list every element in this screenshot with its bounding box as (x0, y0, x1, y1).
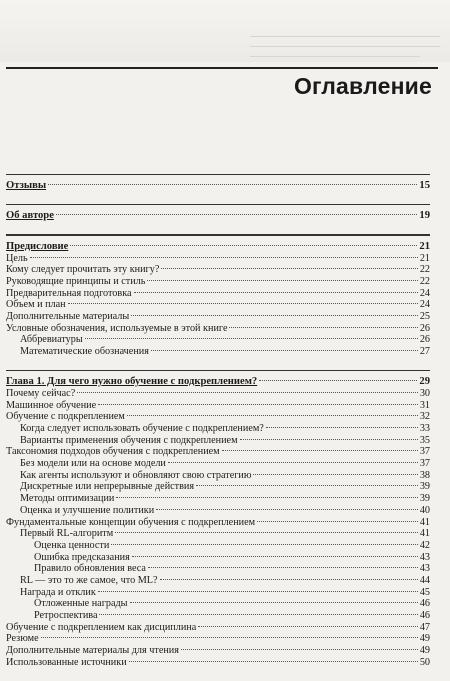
dot-leader (160, 579, 418, 580)
toc-entry-title: Ретроспектива (34, 610, 98, 621)
toc-entry[interactable] (6, 388, 430, 400)
toc-entry-title: Машинное обучение (6, 399, 97, 411)
toc-entry[interactable] (6, 411, 430, 423)
toc-entry[interactable] (6, 446, 430, 458)
dot-leader (115, 532, 418, 533)
toc-entry-title: Кому следует прочитать эту книгу? (6, 264, 160, 276)
dot-leader (168, 462, 418, 463)
bleed-through-line (250, 56, 420, 57)
dot-leader (98, 591, 418, 592)
toc-entry[interactable] (6, 575, 430, 587)
toc-page-number: 44 (419, 574, 430, 586)
toc-entry-title: Руководящие принципы и стиль (6, 275, 146, 287)
toc-entry-title: Правило обновления веса (34, 563, 146, 575)
toc-entry[interactable] (6, 552, 430, 564)
toc-entry[interactable] (6, 346, 430, 358)
dot-leader (266, 427, 418, 428)
toc-heading-entry[interactable] (6, 209, 430, 222)
toc-entry-title: Обучение с подкреплением как дисциплина (6, 621, 197, 633)
toc-entry[interactable] (6, 334, 430, 346)
toc-entry[interactable] (6, 481, 430, 493)
toc-entry[interactable] (6, 458, 430, 470)
toc-section (6, 204, 430, 222)
toc-section (6, 234, 430, 357)
toc-entry[interactable] (6, 264, 430, 276)
toc-entry-title: Предисловие (6, 240, 69, 252)
dot-leader (240, 439, 418, 440)
toc-page-number: 38 (419, 469, 430, 481)
toc-page-number: 21 (419, 240, 430, 252)
toc-entry-title: Использованные источники (6, 656, 127, 668)
toc-entry-title: Дополнительные материалы (6, 311, 130, 322)
toc-page-number: 24 (419, 299, 430, 311)
toc-entry[interactable] (6, 505, 430, 517)
toc-page-number: 21 (419, 252, 430, 264)
dot-leader (70, 245, 417, 246)
toc-entry-title: Без модели или на основе модели (20, 458, 166, 470)
toc-page-number: 33 (419, 423, 430, 434)
dot-leader (257, 521, 418, 522)
toc-page-number: 40 (419, 504, 430, 516)
toc-entry-title: Ошибка предсказания (34, 551, 130, 563)
toc-page-number: 30 (419, 387, 430, 399)
toc-page-number: 27 (419, 346, 430, 358)
toc-entry-title: Оценка ценности (34, 539, 110, 551)
dot-leader (56, 214, 418, 215)
toc-page-number: 42 (419, 539, 430, 551)
dot-leader (116, 497, 417, 498)
dot-leader (99, 614, 417, 615)
dot-leader (161, 268, 417, 269)
toc-entry-title: Дискретные или непрерывные действия (20, 481, 195, 493)
toc-entry-title: Как агенты используют и обновляют свою стратегию (20, 469, 252, 481)
toc-entry[interactable] (6, 645, 430, 657)
toc-entry[interactable] (6, 517, 430, 529)
toc-entry[interactable] (6, 299, 430, 311)
toc-heading-entry[interactable] (6, 179, 430, 192)
toc-page-number: 43 (419, 551, 430, 563)
toc-page-number: 32 (419, 411, 430, 423)
toc-page-number: 26 (419, 322, 430, 334)
toc-page-number: 39 (419, 481, 430, 493)
dot-leader (222, 450, 418, 451)
toc-page-number: 46 (419, 610, 430, 621)
table-of-contents (6, 174, 430, 668)
toc-entry[interactable] (6, 587, 430, 599)
dot-leader (181, 649, 418, 650)
toc-entry-title: Обучение с подкреплением (6, 411, 125, 423)
dot-leader (156, 509, 418, 510)
toc-page-number: 46 (419, 598, 430, 610)
dot-leader (131, 315, 418, 316)
toc-entry[interactable] (6, 276, 430, 288)
toc-entry[interactable] (6, 540, 430, 552)
toc-page-number: 22 (419, 264, 430, 276)
toc-page-number: 22 (419, 275, 430, 287)
toc-page-number: 45 (419, 586, 430, 598)
toc-page-number: 25 (419, 311, 430, 322)
dot-leader (134, 292, 418, 293)
toc-entry-title: Оценка и улучшение политики (20, 504, 155, 516)
dot-leader (129, 661, 418, 662)
toc-page-number: 31 (419, 399, 430, 411)
dot-leader (198, 626, 418, 627)
dot-leader (85, 338, 418, 339)
toc-entry-title: Резюме (6, 633, 39, 645)
toc-page-number: 37 (419, 458, 430, 470)
toc-entry-title: Фундаментальные концепции обучения с подкреплением (6, 516, 256, 528)
section-divider (6, 204, 430, 205)
toc-entry-title: Математические обозначения (20, 346, 149, 358)
toc-entry[interactable] (6, 435, 430, 447)
toc-heading-entry[interactable] (6, 375, 430, 388)
dot-leader (48, 184, 417, 185)
toc-page-number: 43 (419, 563, 430, 575)
toc-entry[interactable] (6, 311, 430, 323)
toc-entry[interactable] (6, 633, 430, 645)
toc-entry-title: Глава 1. Для чего нужно обучение с подкреплением? (6, 375, 258, 387)
bleed-through-line (250, 36, 440, 37)
toc-entry[interactable] (6, 400, 430, 412)
toc-entry[interactable] (6, 610, 430, 622)
dot-leader (30, 257, 418, 258)
toc-page-number: 15 (419, 180, 430, 192)
toc-entry[interactable] (6, 563, 430, 575)
toc-entry-title: Отложенные награды (34, 598, 128, 610)
toc-entry[interactable] (6, 598, 430, 610)
toc-entry-title: Когда следует использовать обучение с подкреплением? (20, 423, 264, 434)
toc-page-number: 49 (419, 645, 430, 657)
toc-page-number: 41 (419, 516, 430, 528)
section-divider (6, 370, 430, 371)
dot-leader (196, 485, 418, 486)
toc-entry[interactable] (6, 323, 430, 335)
toc-page-number: 41 (419, 528, 430, 540)
toc-page-number: 39 (419, 493, 430, 505)
toc-entry-title: Об авторе (6, 210, 54, 222)
bleed-through-area (0, 0, 450, 62)
toc-entry[interactable] (6, 288, 430, 300)
dot-leader (229, 327, 417, 328)
dot-leader (98, 404, 418, 405)
dot-leader (130, 602, 418, 603)
dot-leader (132, 556, 418, 557)
toc-entry[interactable] (6, 470, 430, 482)
dot-leader (68, 303, 418, 304)
toc-section (6, 174, 430, 192)
toc-entry-title: Цель (6, 252, 28, 264)
toc-entry-title: Таксономия подходов обучения с подкреплением (6, 446, 220, 458)
bleed-through-line (250, 46, 440, 47)
page-title: Оглавление (293, 73, 432, 99)
toc-entry[interactable] (6, 622, 430, 634)
toc-page-number: 37 (419, 446, 430, 458)
toc-page-number: 19 (419, 210, 430, 222)
section-divider (6, 174, 430, 175)
toc-entry-title: Варианты применения обучения с подкреплением (20, 434, 238, 446)
header-rule (6, 67, 438, 69)
dot-leader (127, 415, 418, 416)
toc-entry-title: RL — это то же самое, что ML? (20, 574, 158, 586)
toc-entry-title: Условные обозначения, используемые в этой книге (6, 322, 228, 334)
toc-entry-title: Отзывы (6, 180, 47, 192)
toc-entry[interactable] (6, 657, 430, 669)
toc-page-number: 50 (419, 656, 430, 668)
toc-entry-title: Дополнительные материалы для чтения (6, 645, 179, 657)
dot-leader (259, 380, 417, 381)
toc-heading-entry[interactable] (6, 240, 430, 253)
dot-leader (148, 567, 418, 568)
toc-page-number: 24 (419, 287, 430, 299)
dot-leader (151, 350, 418, 351)
toc-entry[interactable] (6, 253, 430, 265)
toc-entry-title: Методы оптимизации (20, 493, 115, 505)
toc-entry-title: Первый RL-алгоритм (20, 528, 114, 540)
toc-entry-title: Предварительная подготовка (6, 287, 132, 299)
toc-section (6, 370, 430, 669)
section-divider (6, 234, 430, 235)
toc-entry[interactable] (6, 493, 430, 505)
dot-leader (77, 392, 418, 393)
toc-page-number: 49 (419, 633, 430, 645)
toc-entry-title: Аббревиатуры (20, 334, 83, 346)
toc-page-number: 35 (419, 434, 430, 446)
dot-leader (253, 474, 417, 475)
dot-leader (111, 544, 418, 545)
toc-page-number: 26 (419, 334, 430, 346)
toc-entry-title: Почему сейчас? (6, 387, 76, 399)
dot-leader (41, 637, 418, 638)
toc-entry[interactable] (6, 423, 430, 435)
toc-entry-title: Награда и отклик (20, 586, 96, 598)
toc-page-number: 29 (419, 375, 430, 387)
dot-leader (147, 280, 417, 281)
toc-entry-title: Объем и план (6, 299, 66, 311)
toc-page-number: 47 (419, 621, 430, 633)
toc-entry[interactable] (6, 528, 430, 540)
